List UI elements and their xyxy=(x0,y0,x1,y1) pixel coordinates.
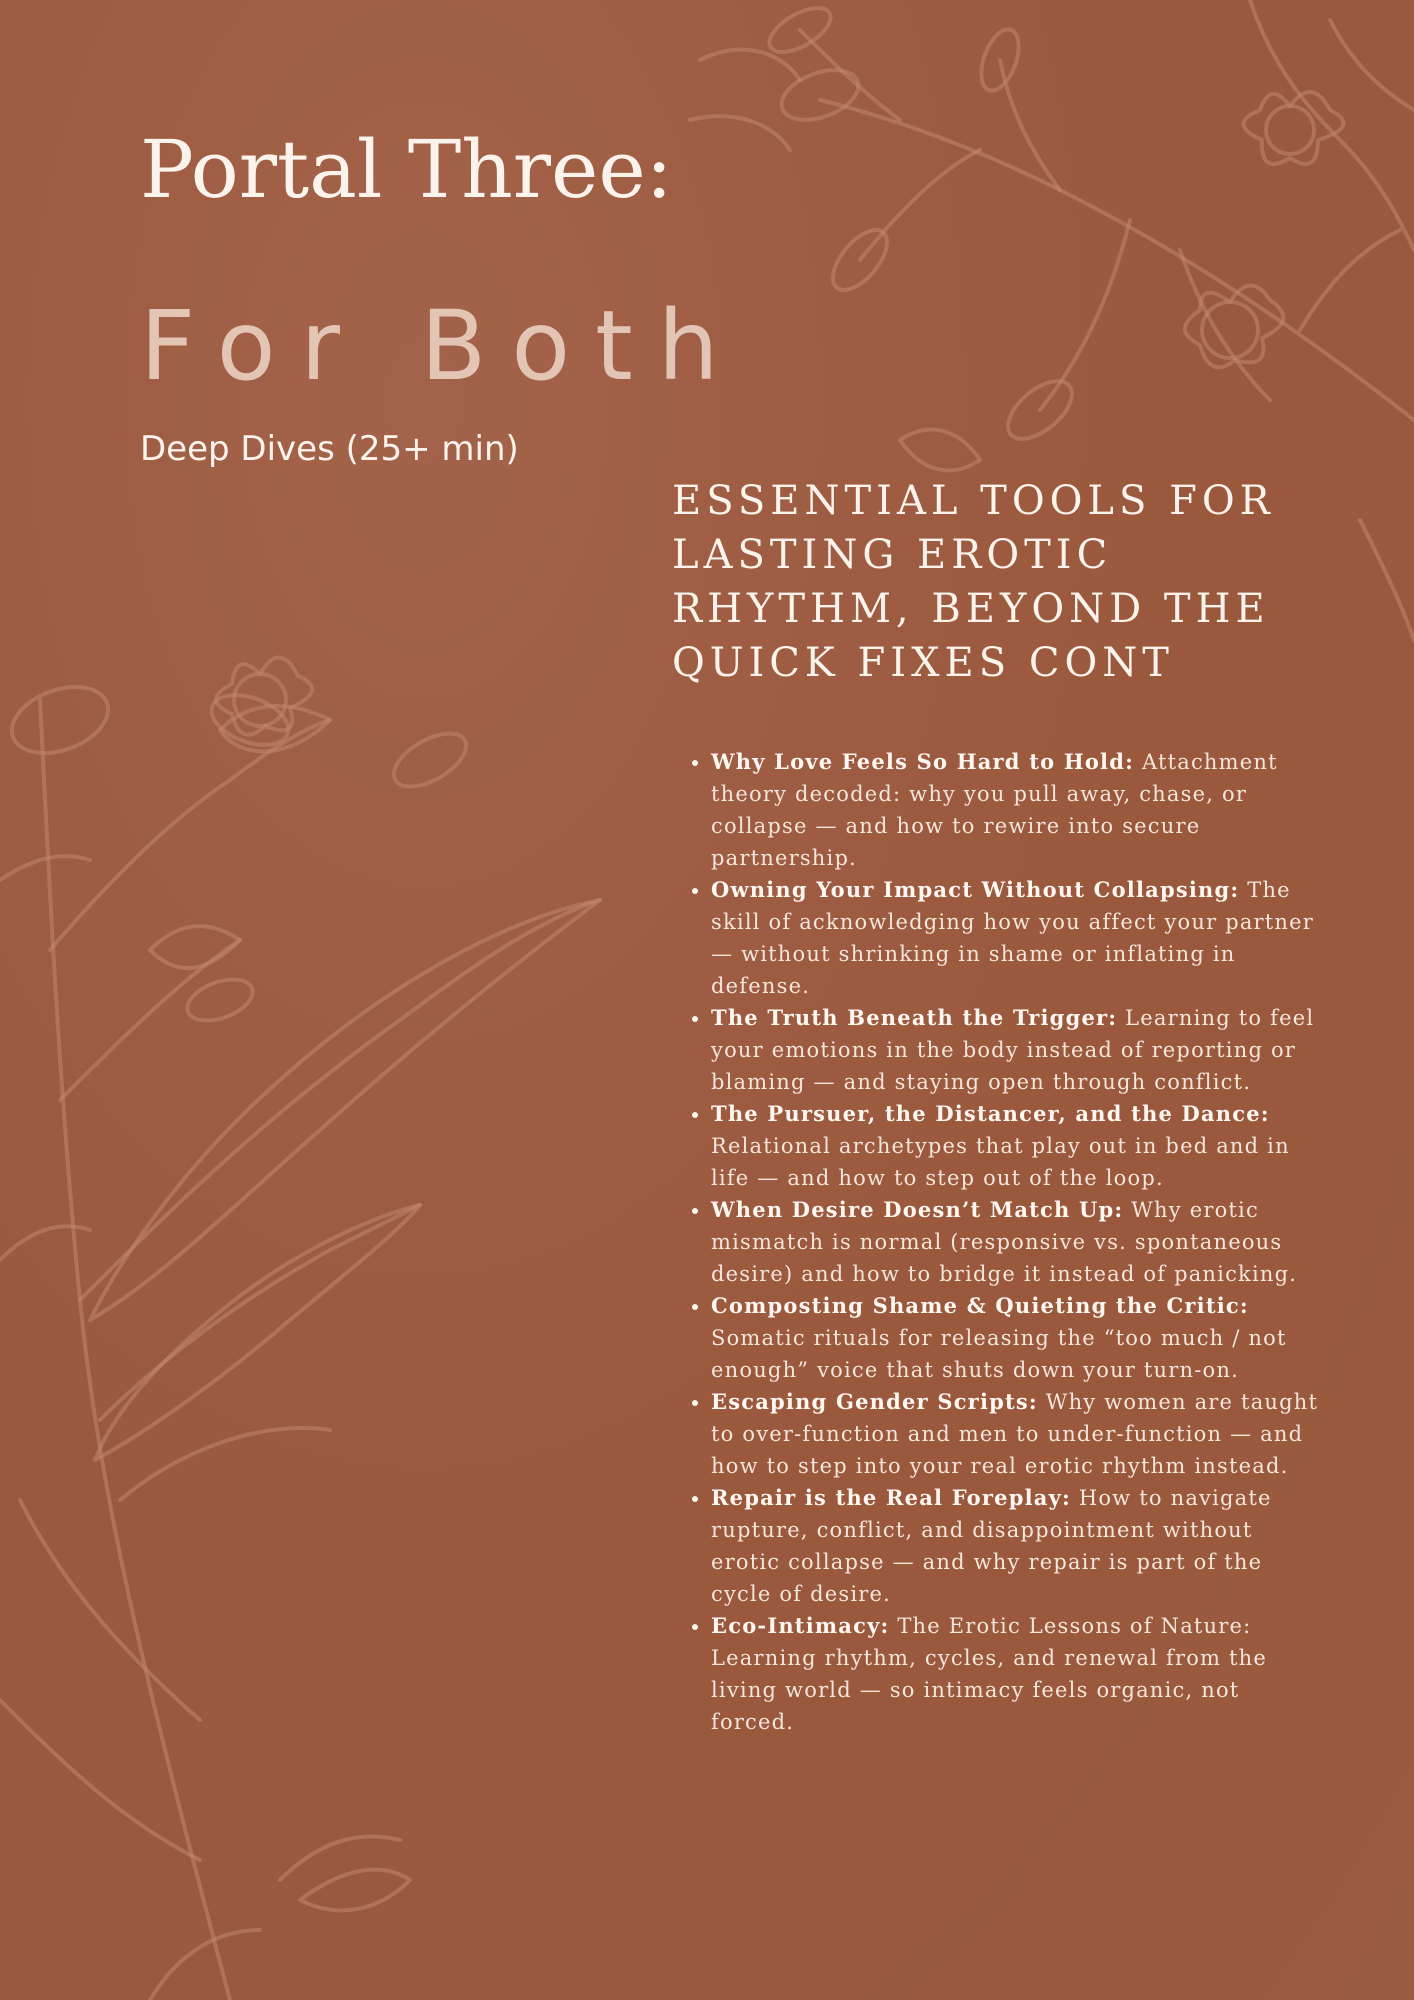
list-item-title: Owning Your Impact Without Collapsing: xyxy=(711,877,1240,902)
list-item xyxy=(711,1386,1324,1482)
list-item-description: How to navigate rupture, conflict, and disappointment without erotic collapse — and why repair is part of the cycle of desire. xyxy=(711,1486,1272,1606)
list-item-description: Attachment theory decoded: why you pull away, chase, or collapse — and how to rewire into secure partnership. xyxy=(711,750,1278,870)
list-item-description: Learning to feel your emotions in the body instead of reporting or blaming — and staying open through conflict. xyxy=(711,1006,1315,1094)
list-item-description: Somatic rituals for releasing the “too much / not enough” voice that shuts down your turn-on. xyxy=(711,1326,1287,1382)
list-item-title: Escaping Gender Scripts: xyxy=(711,1389,1038,1414)
list-item xyxy=(711,1194,1324,1290)
list-item-title: The Pursuer, the Distancer, and the Dance: xyxy=(711,1101,1270,1126)
tool-list xyxy=(672,746,1324,1738)
list-item-title: When Desire Doesn’t Match Up: xyxy=(711,1197,1124,1222)
list-item-description: Why women are taught to over-function and men to under-function — and how to step into your real erotic rhythm instead. xyxy=(711,1390,1319,1478)
list-item xyxy=(711,1290,1324,1386)
list-item xyxy=(711,1482,1324,1610)
page-subtitle: For Both xyxy=(140,290,744,402)
list-item xyxy=(711,746,1324,874)
list-item-description: The skill of acknowledging how you affect your partner — without shrinking in shame or inflating in defense. xyxy=(711,878,1315,998)
botanical-bottom-left xyxy=(0,657,600,2000)
list-item xyxy=(711,1002,1324,1098)
list-item xyxy=(711,874,1324,1002)
list-item-title: Why Love Feels So Hard to Hold: xyxy=(711,749,1135,774)
list-item xyxy=(711,1098,1324,1194)
section-heading: ESSENTIAL TOOLS FOR LASTING EROTIC RHYTHM, BEYOND THE QUICK FIXES CONT xyxy=(672,478,1275,686)
list-item-title: The Truth Beneath the Trigger: xyxy=(711,1005,1118,1030)
list-item-description: Relational archetypes that play out in bed and in life — and how to step out of the loop. xyxy=(711,1134,1290,1190)
list-item-description: Why erotic mismatch is normal (responsive vs. spontaneous desire) and how to bridge it instead of panicking. xyxy=(711,1198,1298,1286)
page-title: Portal Three: xyxy=(140,123,673,216)
list-item-title: Composting Shame & Quieting the Critic: xyxy=(711,1293,1249,1318)
list-item-title: Eco-Intimacy: xyxy=(711,1613,890,1638)
duration-label: Deep Dives (25+ min) xyxy=(140,429,519,469)
list-item-description: The Erotic Lessons of Nature: Learning rhythm, cycles, and renewal from the living world — so intimacy feels organic, not forced. xyxy=(711,1614,1268,1734)
list-item-title: Repair is the Real Foreplay: xyxy=(711,1485,1071,1510)
list-item xyxy=(711,1610,1324,1738)
